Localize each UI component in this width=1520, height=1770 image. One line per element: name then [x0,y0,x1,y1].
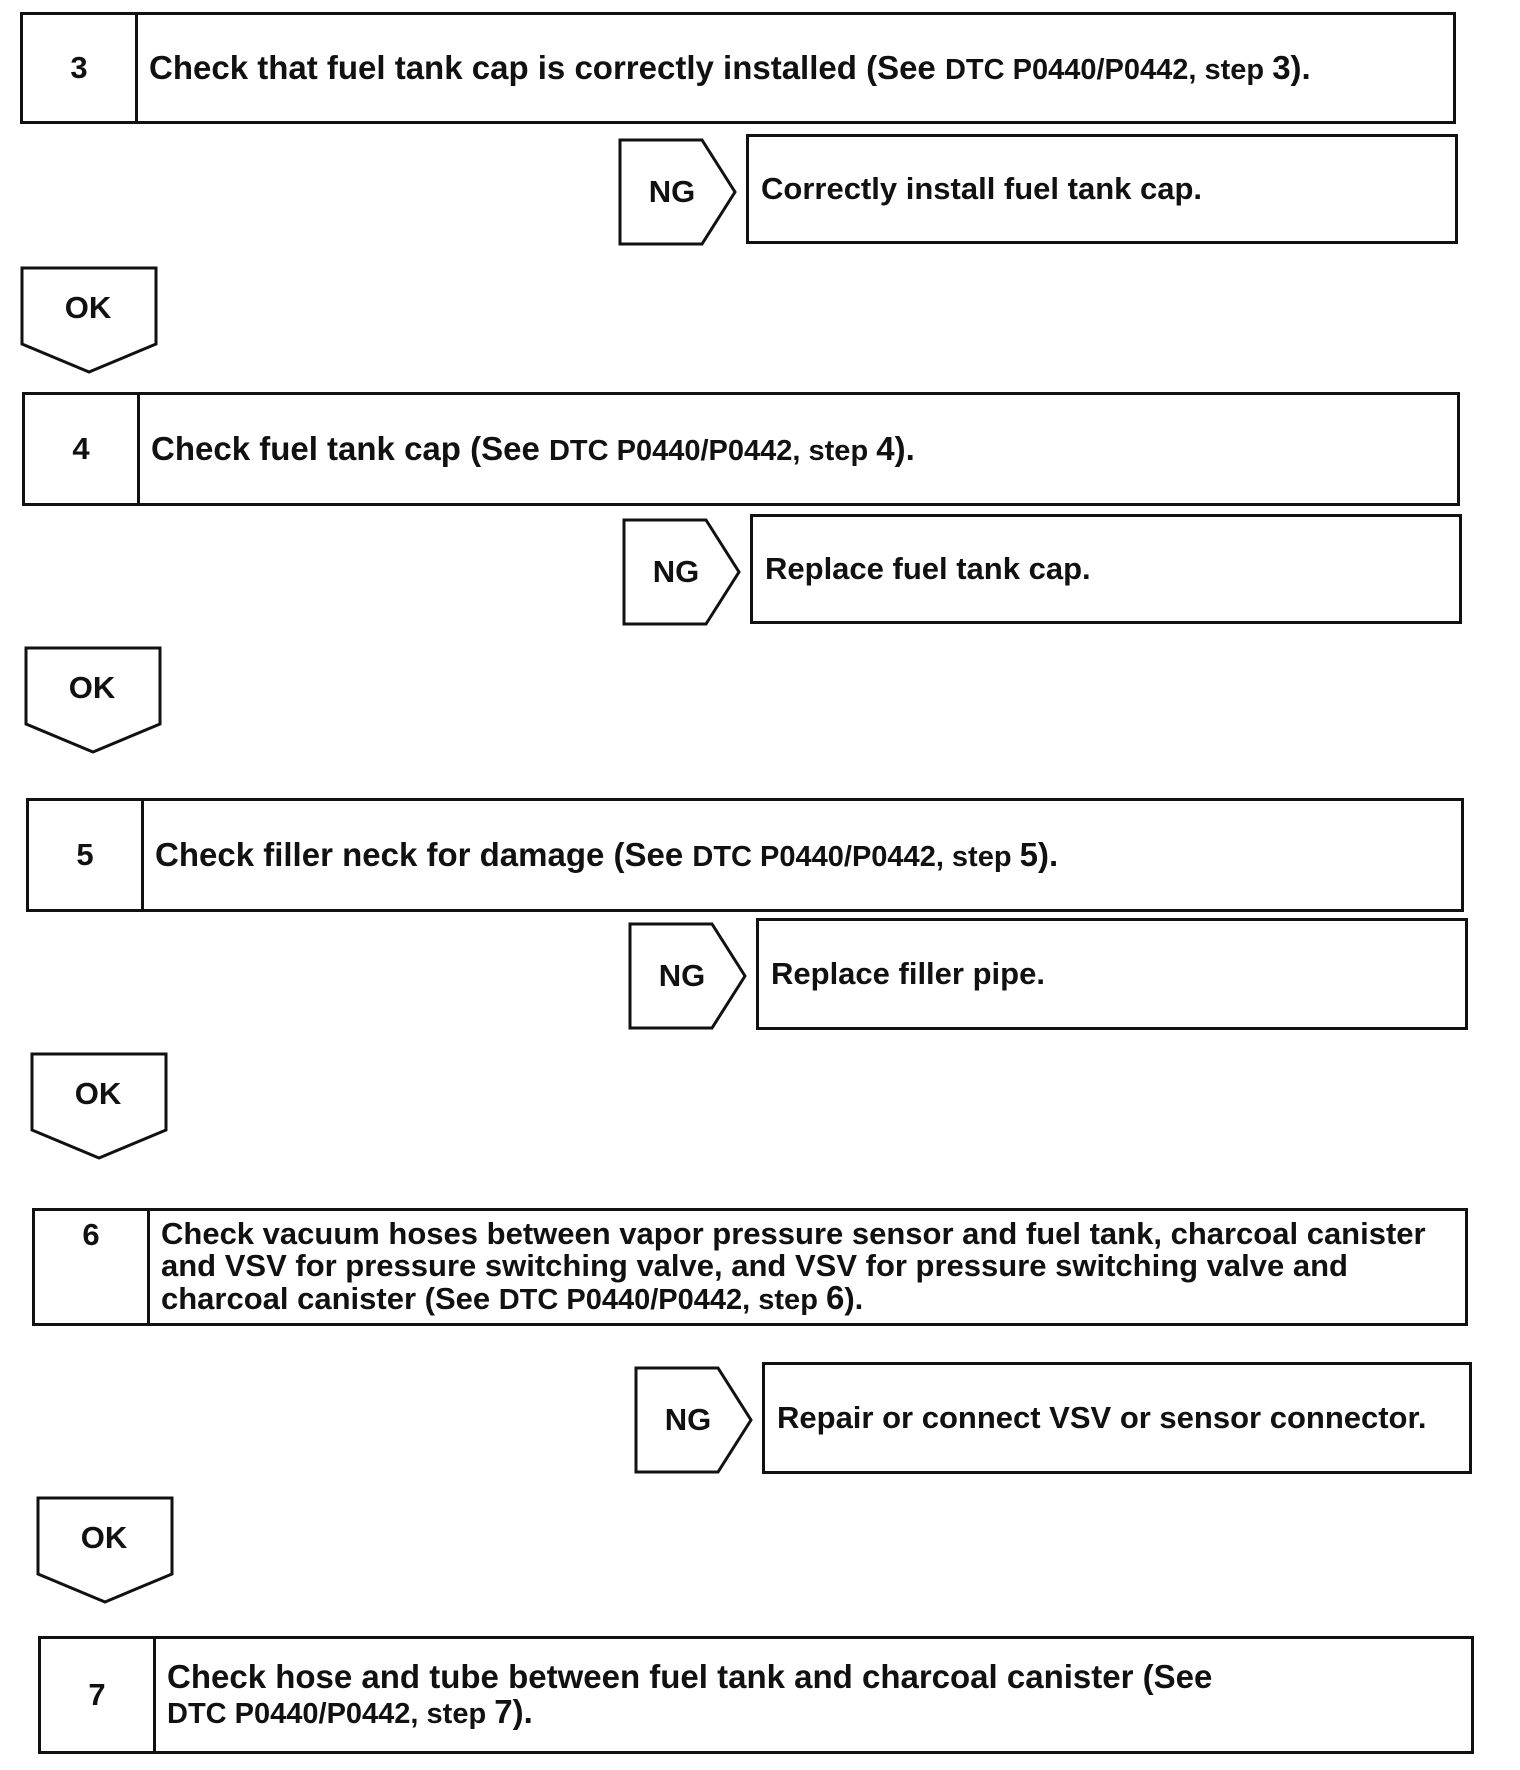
step-number: 7 [41,1639,156,1751]
ng-arrow [622,518,742,626]
step-3-box [20,12,1456,124]
ok-arrow [24,646,164,756]
ng-arrow [628,922,748,1030]
step-5-box [26,798,1464,912]
ok-label: OK [64,290,112,325]
ng-arrow [618,138,738,246]
ok-label: OK [68,670,116,705]
ng-arrow [634,1366,754,1474]
ok-label: OK [74,1076,122,1111]
step-7-box [38,1636,1474,1754]
step-number: 3 [23,15,138,121]
ng-label: NG [658,958,706,993]
step-number: 4 [25,395,140,503]
step-number: 5 [29,801,144,909]
ng-action-box: Replace filler pipe. [756,918,1468,1030]
ng-label: NG [648,174,696,209]
ng-label: NG [664,1402,712,1437]
ng-label: NG [652,554,700,589]
ok-arrow [36,1496,176,1606]
step-number: 6 [35,1211,150,1323]
ok-arrow [20,266,160,376]
step-description: Check filler neck for damage (See DTC P0440/P0442, step 5). [155,835,1059,873]
step-description: Check that fuel tank cap is correctly installed (See DTC P0440/P0442, step 3). [149,48,1311,86]
ng-action-box: Repair or connect VSV or sensor connector. [762,1362,1472,1474]
step-description: Check hose and tube between fuel tank and charcoal canister (See DTC P0440/P0442, step 7). [167,1658,1213,1730]
ok-label: OK [80,1520,128,1555]
step-description: Check vacuum hoses between vapor pressure sensor and fuel tank, charcoal canister and VSV for pressure switching valve, and VSV for pressure switching valve and charcoal canister (See DTC P0440/P0442, step 6). [161,1216,1426,1317]
step-description: Check fuel tank cap (See DTC P0440/P0442, step 4). [151,429,915,467]
step-6-box [32,1208,1468,1326]
ng-action-box: Replace fuel tank cap. [750,514,1462,624]
step-4-box [22,392,1460,506]
ng-action-box: Correctly install fuel tank cap. [746,134,1458,244]
ok-arrow [30,1052,170,1162]
